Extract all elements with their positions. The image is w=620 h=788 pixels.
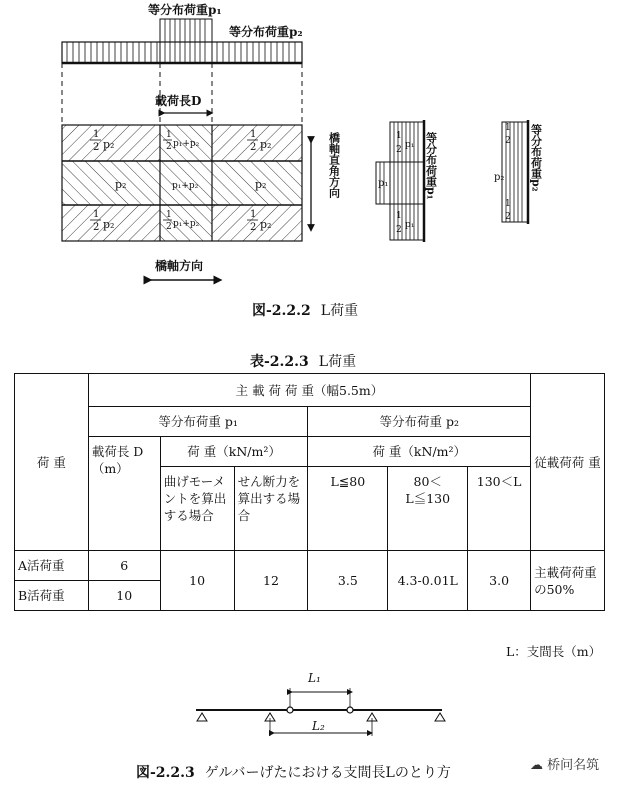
l1-label: L₁	[308, 671, 321, 685]
zone-label-center: p₁+p₂	[173, 139, 200, 149]
header-p2: 等分布荷重 p₂	[308, 407, 531, 437]
side-p2-label: 等分布荷重p₂	[529, 124, 543, 192]
half-den: 2	[93, 142, 100, 153]
figure-2-2-2	[0, 0, 620, 290]
side-p1: p₁	[405, 220, 415, 230]
zone-label-p2: p₂	[103, 218, 115, 231]
header-sub-load: 従載荷荷 重	[531, 374, 605, 551]
bridge-axis-label: 橋軸方向	[155, 259, 204, 273]
caption-text: L荷重	[318, 354, 357, 370]
caption-number: 図-2.2.2	[252, 303, 311, 319]
header-moment: 曲げモーメントを算出する場合	[160, 467, 234, 551]
l-load-table	[14, 373, 605, 611]
half-den: 2	[505, 136, 511, 146]
header-unit-p1: 荷 重（kN/m²）	[160, 437, 308, 467]
half-den: 2	[505, 212, 511, 222]
watermark-text: 桥问名筑	[547, 758, 600, 773]
p2-load-block	[62, 42, 302, 63]
half-den: 2	[250, 222, 257, 233]
half-num: 1	[505, 123, 511, 133]
half-den: 2	[166, 222, 172, 232]
half-den: 2	[250, 142, 257, 153]
half-num: 1	[250, 209, 257, 220]
value-shear: 12	[234, 551, 308, 611]
side-view-p2	[494, 120, 543, 224]
side-p2: p₂	[494, 172, 505, 183]
value-range-1: 3.5	[308, 551, 388, 611]
p2-load-label: 等分布荷重p₂	[229, 25, 303, 39]
half-den: 2	[166, 142, 172, 152]
table-2-2-3-caption	[250, 351, 356, 371]
watermark	[530, 754, 599, 773]
zone-label-p2: p₂	[115, 178, 127, 191]
value-range-3: 3.0	[468, 551, 531, 611]
half-num: 1	[166, 210, 172, 220]
p1-load-block	[160, 19, 212, 63]
side-p1: p₁	[405, 140, 415, 150]
half-num: 1	[396, 131, 402, 141]
header-range-2: 80＜L≦130	[388, 467, 468, 551]
header-shear: せん断力を算出する場合	[234, 467, 308, 551]
header-load: 荷 重	[15, 374, 89, 551]
load-length-label: 載荷長D	[155, 94, 202, 108]
half-den: 2	[396, 145, 402, 155]
hinge-left	[287, 707, 293, 713]
zone-label-center: p₁+p₂	[172, 181, 199, 191]
zone-label-center: p₁+p₂	[173, 219, 200, 229]
row-a-load: A活荷重	[15, 551, 89, 581]
half-num: 1	[93, 129, 100, 140]
value-moment: 10	[160, 551, 234, 611]
header-p1: 等分布荷重 p₁	[88, 407, 308, 437]
value-sub-load: 主載荷荷重の50%	[531, 551, 605, 611]
half-num: 1	[93, 209, 100, 220]
caption-text: L荷重	[320, 303, 359, 319]
header-unit-p2: 荷 重（kN/m²）	[308, 437, 531, 467]
figure-2-2-3-caption	[136, 762, 451, 782]
row-b-length: 10	[88, 581, 160, 611]
transverse-label: 橋軸直角方向	[327, 132, 341, 198]
caption-number: 表-2.2.3	[250, 354, 309, 370]
half-num: 1	[396, 211, 402, 221]
row-b-load: B活荷重	[15, 581, 89, 611]
span-length-note: L：支間長（m）	[506, 644, 602, 659]
hinge-right	[347, 707, 353, 713]
zone-label-p2: p₂	[260, 138, 272, 151]
chat-icon: ☁	[530, 758, 543, 773]
zone-label-p2: p₂	[255, 178, 267, 191]
half-num: 1	[166, 130, 172, 140]
half-den: 2	[396, 225, 402, 235]
header-main-load: 主 載 荷 荷 重（幅5.5m）	[88, 374, 530, 407]
caption-text: ゲルバーげたにおける支間長Lのとり方	[204, 765, 451, 781]
figure-2-2-2-caption	[252, 300, 358, 320]
side-p1: p₁	[378, 178, 389, 189]
support-1	[197, 713, 207, 721]
p1-load-label: 等分布荷重p₁	[148, 3, 222, 17]
header-load-length: 載荷長 D（m）	[88, 437, 160, 551]
half-num: 1	[250, 129, 257, 140]
side-view-p1	[376, 120, 438, 242]
header-range-1: L≦80	[308, 467, 388, 551]
side-p1-label: 等分布荷重p₁	[424, 132, 438, 200]
zone-label-p2: p₂	[260, 218, 272, 231]
figure-2-2-3	[0, 660, 620, 750]
value-range-2: 4.3-0.01L	[388, 551, 468, 611]
caption-number: 図-2.2.3	[136, 765, 195, 781]
support-4	[435, 713, 445, 721]
l2-label: L₂	[312, 719, 325, 733]
zone-label-p2: p₂	[103, 138, 115, 151]
row-a-length: 6	[88, 551, 160, 581]
half-den: 2	[93, 222, 100, 233]
header-range-3: 130＜L	[468, 467, 531, 551]
half-num: 1	[505, 199, 511, 209]
